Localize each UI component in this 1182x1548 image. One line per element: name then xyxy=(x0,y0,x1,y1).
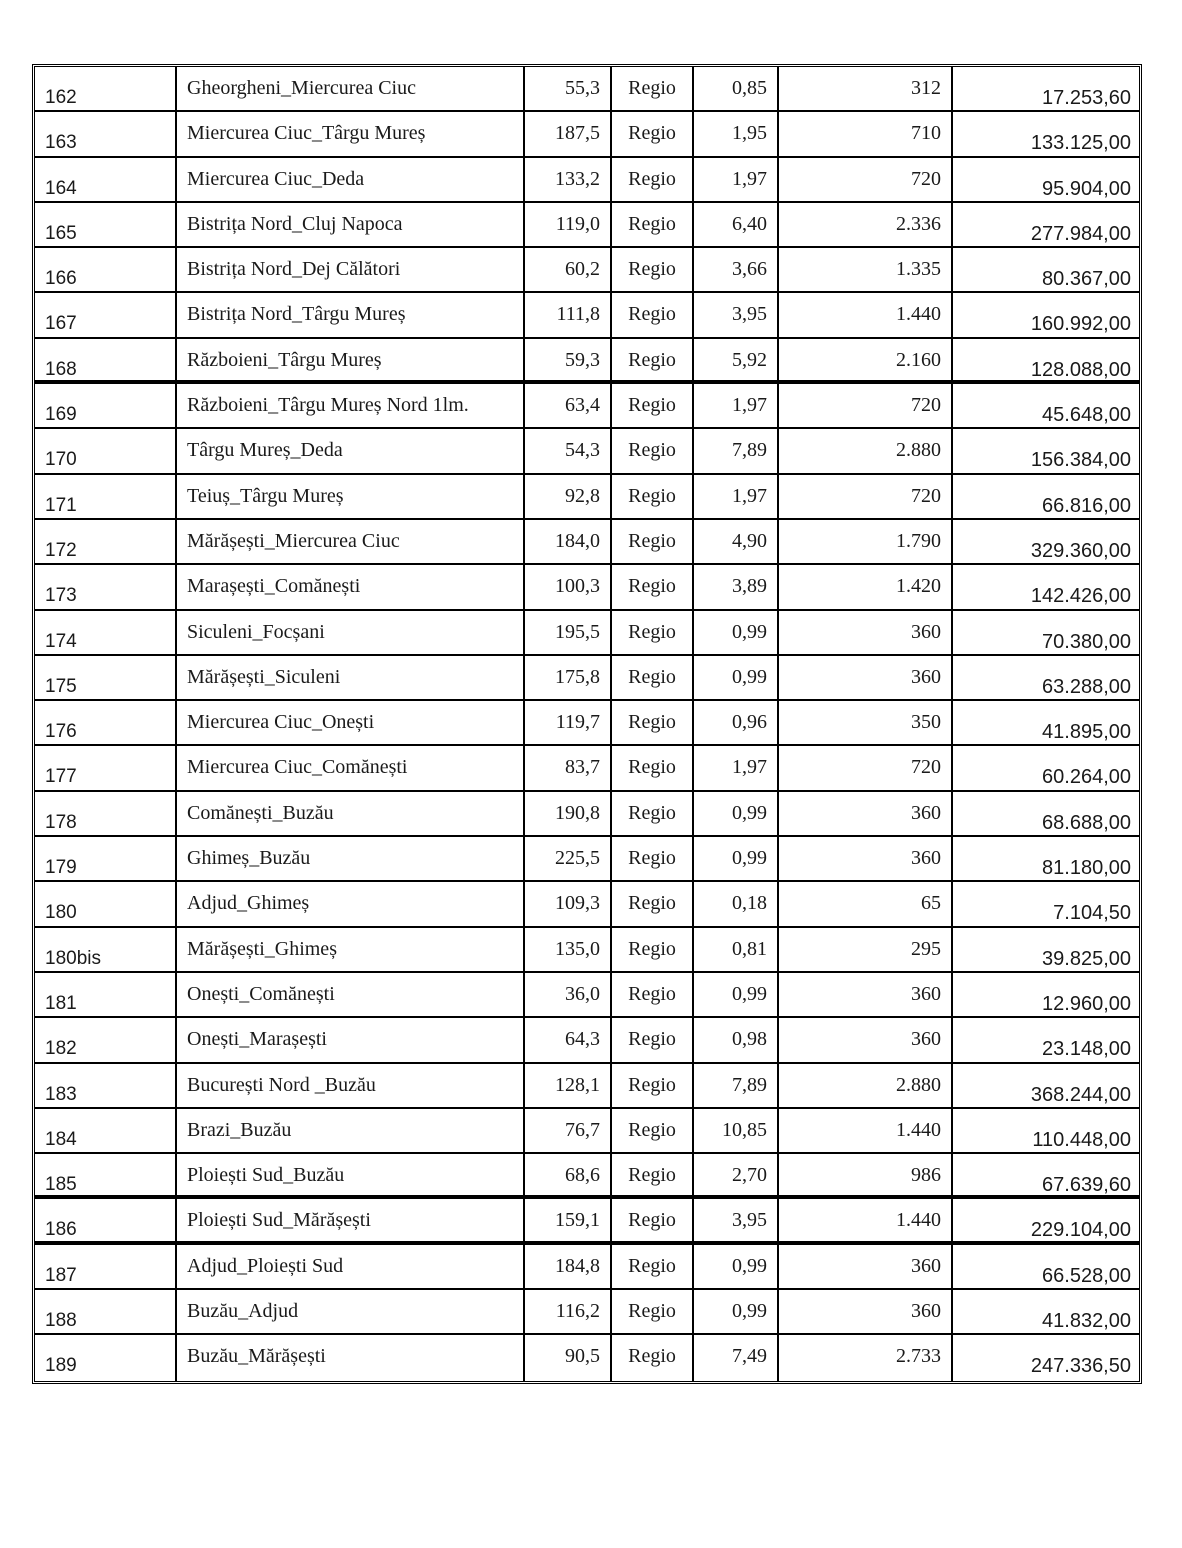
coefficient-cell: 0,18 xyxy=(694,882,779,925)
train-count-cell: 2.880 xyxy=(779,429,953,472)
train-type-cell: Regio xyxy=(612,339,694,380)
row-number-cell: 180 xyxy=(35,882,177,925)
coefficient-cell: 3,66 xyxy=(694,248,779,291)
coefficient-cell: 0,99 xyxy=(694,837,779,880)
row-number-cell: 176 xyxy=(35,701,177,744)
train-type-cell: Regio xyxy=(612,429,694,472)
route-name-cell: Bistrița Nord_Cluj Napoca xyxy=(177,203,525,246)
train-count-cell: 2.733 xyxy=(779,1335,953,1380)
train-type-cell: Regio xyxy=(612,973,694,1016)
train-type-cell: Regio xyxy=(612,248,694,291)
route-name-cell: Marașești_Comănești xyxy=(177,565,525,608)
coefficient-cell: 6,40 xyxy=(694,203,779,246)
distance-km-cell: 111,8 xyxy=(525,293,612,336)
distance-km-cell: 128,1 xyxy=(525,1064,612,1107)
route-name-cell: Buzău_Adjud xyxy=(177,1290,525,1333)
row-number-cell: 175 xyxy=(35,656,177,699)
coefficient-cell: 7,49 xyxy=(694,1335,779,1380)
table-row xyxy=(35,611,1139,656)
row-number-cell: 180bis xyxy=(35,928,177,971)
distance-km-cell: 184,0 xyxy=(525,520,612,563)
coefficient-cell: 3,89 xyxy=(694,565,779,608)
train-count-cell: 360 xyxy=(779,656,953,699)
total-value-cell: 95.904,00 xyxy=(1042,177,1131,200)
train-count-cell: 360 xyxy=(779,1018,953,1061)
row-number-cell: 172 xyxy=(35,520,177,563)
train-count-cell: 1.790 xyxy=(779,520,953,563)
table-row xyxy=(35,928,1139,973)
train-count-cell: 360 xyxy=(779,1290,953,1333)
table-row xyxy=(35,520,1139,565)
total-value-cell: 23.148,00 xyxy=(1042,1038,1131,1061)
distance-km-cell: 133,2 xyxy=(525,158,612,201)
row-number-cell: 179 xyxy=(35,837,177,880)
coefficient-cell: 0,98 xyxy=(694,1018,779,1061)
train-type-cell: Regio xyxy=(612,882,694,925)
route-name-cell: Ploiești Sud_Buzău xyxy=(177,1154,525,1195)
table-row xyxy=(35,973,1139,1018)
table-row xyxy=(35,837,1139,882)
table-row xyxy=(35,475,1139,520)
train-count-cell: 360 xyxy=(779,837,953,880)
table-row xyxy=(35,203,1139,248)
row-number-cell: 183 xyxy=(35,1064,177,1107)
train-count-cell: 986 xyxy=(779,1154,953,1195)
total-value-cell: 133.125,00 xyxy=(1030,132,1131,155)
total-value-cell: 80.367,00 xyxy=(1042,268,1131,291)
total-value-cell: 329.360,00 xyxy=(1030,539,1131,562)
total-value-cell: 68.688,00 xyxy=(1042,811,1131,834)
row-number-cell: 187 xyxy=(35,1245,177,1288)
train-type-cell: Regio xyxy=(612,928,694,971)
table-row xyxy=(35,1290,1139,1335)
coefficient-cell: 2,70 xyxy=(694,1154,779,1195)
train-count-cell: 1.440 xyxy=(779,1199,953,1240)
total-value-cell: 41.832,00 xyxy=(1042,1310,1131,1333)
coefficient-cell: 0,99 xyxy=(694,1290,779,1333)
total-value-cell: 229.104,00 xyxy=(1030,1219,1131,1241)
coefficient-cell: 1,97 xyxy=(694,475,779,518)
total-value-cell: 39.825,00 xyxy=(1042,947,1131,970)
row-number-cell: 170 xyxy=(35,429,177,472)
route-name-cell: Adjud_Ghimeș xyxy=(177,882,525,925)
table-row xyxy=(35,882,1139,927)
coefficient-cell: 3,95 xyxy=(694,1199,779,1240)
total-value-cell: 156.384,00 xyxy=(1030,449,1131,472)
route-name-cell: Ghimeș_Buzău xyxy=(177,837,525,880)
distance-km-cell: 92,8 xyxy=(525,475,612,518)
route-name-cell: Miercurea Ciuc_Onești xyxy=(177,701,525,744)
row-number-cell: 167 xyxy=(35,293,177,336)
total-value-cell: 67.639,60 xyxy=(1042,1174,1131,1196)
row-number-cell: 181 xyxy=(35,973,177,1016)
distance-km-cell: 109,3 xyxy=(525,882,612,925)
train-type-cell: Regio xyxy=(612,112,694,155)
train-type-cell: Regio xyxy=(612,384,694,427)
total-value-cell: 277.984,00 xyxy=(1030,222,1131,245)
table-row xyxy=(35,67,1139,112)
distance-km-cell: 83,7 xyxy=(525,746,612,789)
distance-km-cell: 59,3 xyxy=(525,339,612,380)
row-number-cell: 173 xyxy=(35,565,177,608)
route-name-cell: Războieni_Târgu Mureș xyxy=(177,339,525,380)
row-number-cell: 166 xyxy=(35,248,177,291)
distance-km-cell: 190,8 xyxy=(525,792,612,835)
total-value-cell: 247.336,50 xyxy=(1030,1355,1131,1378)
train-type-cell: Regio xyxy=(612,1335,694,1380)
train-count-cell: 312 xyxy=(779,67,953,110)
row-number-cell: 164 xyxy=(35,158,177,201)
table-row xyxy=(35,112,1139,157)
table-row xyxy=(35,746,1139,791)
table-row xyxy=(35,339,1139,384)
coefficient-cell: 0,99 xyxy=(694,1245,779,1288)
train-type-cell: Regio xyxy=(612,1199,694,1240)
route-name-cell: Adjud_Ploiești Sud xyxy=(177,1245,525,1288)
train-type-cell: Regio xyxy=(612,520,694,563)
total-value-cell: 160.992,00 xyxy=(1030,313,1131,336)
routes-table xyxy=(32,64,1142,1384)
route-name-cell: Teiuș_Târgu Mureș xyxy=(177,475,525,518)
route-name-cell: Onești_Comănești xyxy=(177,973,525,1016)
table-row xyxy=(35,248,1139,293)
coefficient-cell: 10,85 xyxy=(694,1109,779,1152)
train-count-cell: 295 xyxy=(779,928,953,971)
distance-km-cell: 175,8 xyxy=(525,656,612,699)
row-number-cell: 182 xyxy=(35,1018,177,1061)
row-number-cell: 188 xyxy=(35,1290,177,1333)
train-type-cell: Regio xyxy=(612,1064,694,1107)
train-type-cell: Regio xyxy=(612,1109,694,1152)
table-row xyxy=(35,565,1139,610)
train-type-cell: Regio xyxy=(612,792,694,835)
total-value-cell: 110.448,00 xyxy=(1032,1128,1131,1151)
total-value-cell: 60.264,00 xyxy=(1042,766,1131,789)
coefficient-cell: 0,99 xyxy=(694,973,779,1016)
total-value-cell: 81.180,00 xyxy=(1042,857,1131,880)
table-row xyxy=(35,1109,1139,1154)
train-type-cell: Regio xyxy=(612,293,694,336)
coefficient-cell: 0,99 xyxy=(694,792,779,835)
coefficient-cell: 7,89 xyxy=(694,429,779,472)
distance-km-cell: 135,0 xyxy=(525,928,612,971)
total-value-cell: 368.244,00 xyxy=(1030,1083,1131,1106)
distance-km-cell: 90,5 xyxy=(525,1335,612,1380)
total-value-cell: 66.816,00 xyxy=(1042,494,1131,517)
route-name-cell: Ploiești Sud_Mărășești xyxy=(177,1199,525,1240)
coefficient-cell: 7,89 xyxy=(694,1064,779,1107)
distance-km-cell: 60,2 xyxy=(525,248,612,291)
row-number-cell: 162 xyxy=(35,67,177,110)
route-name-cell: Mărășești_Siculeni xyxy=(177,656,525,699)
route-name-cell: Mărășești_Miercurea Ciuc xyxy=(177,520,525,563)
row-number-cell: 189 xyxy=(35,1335,177,1380)
total-value-cell: 142.426,00 xyxy=(1030,585,1131,608)
train-count-cell: 360 xyxy=(779,611,953,654)
distance-km-cell: 119,0 xyxy=(525,203,612,246)
coefficient-cell: 1,97 xyxy=(694,158,779,201)
distance-km-cell: 195,5 xyxy=(525,611,612,654)
train-count-cell: 720 xyxy=(779,158,953,201)
train-type-cell: Regio xyxy=(612,565,694,608)
route-name-cell: Siculeni_Focșani xyxy=(177,611,525,654)
coefficient-cell: 4,90 xyxy=(694,520,779,563)
train-type-cell: Regio xyxy=(612,203,694,246)
train-count-cell: 1.335 xyxy=(779,248,953,291)
coefficient-cell: 3,95 xyxy=(694,293,779,336)
route-name-cell: Onești_Marașești xyxy=(177,1018,525,1061)
coefficient-cell: 1,97 xyxy=(694,384,779,427)
train-type-cell: Regio xyxy=(612,67,694,110)
train-count-cell: 360 xyxy=(779,792,953,835)
total-value-cell: 41.895,00 xyxy=(1042,721,1131,744)
route-name-cell: Războieni_Târgu Mureș Nord 1lm. xyxy=(177,384,525,427)
distance-km-cell: 68,6 xyxy=(525,1154,612,1195)
coefficient-cell: 5,92 xyxy=(694,339,779,380)
distance-km-cell: 225,5 xyxy=(525,837,612,880)
train-type-cell: Regio xyxy=(612,656,694,699)
train-type-cell: Regio xyxy=(612,701,694,744)
row-number-cell: 171 xyxy=(35,475,177,518)
train-count-cell: 2.880 xyxy=(779,1064,953,1107)
distance-km-cell: 55,3 xyxy=(525,67,612,110)
distance-km-cell: 184,8 xyxy=(525,1245,612,1288)
coefficient-cell: 0,99 xyxy=(694,611,779,654)
train-count-cell: 1.420 xyxy=(779,565,953,608)
row-number-cell: 177 xyxy=(35,746,177,789)
route-name-cell: București Nord _Buzău xyxy=(177,1064,525,1107)
train-type-cell: Regio xyxy=(612,1245,694,1288)
table-row xyxy=(35,701,1139,746)
coefficient-cell: 0,81 xyxy=(694,928,779,971)
distance-km-cell: 100,3 xyxy=(525,565,612,608)
route-name-cell: Brazi_Buzău xyxy=(177,1109,525,1152)
coefficient-cell: 0,99 xyxy=(694,656,779,699)
train-count-cell: 360 xyxy=(779,1245,953,1288)
route-name-cell: Miercurea Ciuc_Târgu Mureș xyxy=(177,112,525,155)
table-row xyxy=(35,656,1139,701)
distance-km-cell: 119,7 xyxy=(525,701,612,744)
total-value-cell: 7.104,50 xyxy=(1053,902,1131,925)
train-type-cell: Regio xyxy=(612,1018,694,1061)
train-count-cell: 720 xyxy=(779,384,953,427)
train-type-cell: Regio xyxy=(612,1154,694,1195)
route-name-cell: Buzău_Mărășești xyxy=(177,1335,525,1380)
total-value-cell: 70.380,00 xyxy=(1042,630,1131,653)
distance-km-cell: 54,3 xyxy=(525,429,612,472)
train-count-cell: 720 xyxy=(779,746,953,789)
route-name-cell: Bistrița Nord_Târgu Mureș xyxy=(177,293,525,336)
train-type-cell: Regio xyxy=(612,611,694,654)
coefficient-cell: 0,85 xyxy=(694,67,779,110)
table-row xyxy=(35,384,1139,429)
table-row xyxy=(35,158,1139,203)
route-name-cell: Miercurea Ciuc_Comănești xyxy=(177,746,525,789)
train-count-cell: 720 xyxy=(779,475,953,518)
table-row xyxy=(35,293,1139,338)
route-name-cell: Târgu Mureș_Deda xyxy=(177,429,525,472)
route-name-cell: Mărășești_Ghimeș xyxy=(177,928,525,971)
total-value-cell: 12.960,00 xyxy=(1042,992,1131,1015)
train-type-cell: Regio xyxy=(612,475,694,518)
route-name-cell: Miercurea Ciuc_Deda xyxy=(177,158,525,201)
distance-km-cell: 116,2 xyxy=(525,1290,612,1333)
total-value-cell: 128.088,00 xyxy=(1030,358,1131,381)
train-count-cell: 1.440 xyxy=(779,1109,953,1152)
row-number-cell: 165 xyxy=(35,203,177,246)
row-number-cell: 178 xyxy=(35,792,177,835)
distance-km-cell: 187,5 xyxy=(525,112,612,155)
route-name-cell: Gheorgheni_Miercurea Ciuc xyxy=(177,67,525,110)
table-row xyxy=(35,792,1139,837)
distance-km-cell: 64,3 xyxy=(525,1018,612,1061)
coefficient-cell: 1,95 xyxy=(694,112,779,155)
row-number-cell: 174 xyxy=(35,611,177,654)
train-count-cell: 2.160 xyxy=(779,339,953,380)
train-type-cell: Regio xyxy=(612,158,694,201)
table-row xyxy=(35,1335,1139,1380)
total-value-cell: 45.648,00 xyxy=(1042,404,1131,427)
train-count-cell: 2.336 xyxy=(779,203,953,246)
table-row xyxy=(35,429,1139,474)
route-name-cell: Bistrița Nord_Dej Călători xyxy=(177,248,525,291)
total-value-cell: 63.288,00 xyxy=(1042,675,1131,698)
distance-km-cell: 159,1 xyxy=(525,1199,612,1240)
table-row xyxy=(35,1245,1139,1290)
train-count-cell: 360 xyxy=(779,973,953,1016)
row-number-cell: 163 xyxy=(35,112,177,155)
distance-km-cell: 36,0 xyxy=(525,973,612,1016)
train-type-cell: Regio xyxy=(612,746,694,789)
table-row xyxy=(35,1064,1139,1109)
table-row xyxy=(35,1018,1139,1063)
coefficient-cell: 1,97 xyxy=(694,746,779,789)
coefficient-cell: 0,96 xyxy=(694,701,779,744)
row-number-cell: 185 xyxy=(35,1154,177,1195)
distance-km-cell: 63,4 xyxy=(525,384,612,427)
row-number-cell: 184 xyxy=(35,1109,177,1152)
train-count-cell: 710 xyxy=(779,112,953,155)
train-type-cell: Regio xyxy=(612,837,694,880)
train-type-cell: Regio xyxy=(612,1290,694,1333)
table-row xyxy=(35,1199,1139,1244)
row-number-cell: 186 xyxy=(35,1199,177,1240)
row-number-cell: 169 xyxy=(35,384,177,427)
total-value-cell: 17.253,60 xyxy=(1042,87,1131,109)
train-count-cell: 1.440 xyxy=(779,293,953,336)
route-name-cell: Comănești_Buzău xyxy=(177,792,525,835)
train-count-cell: 65 xyxy=(779,882,953,925)
train-count-cell: 350 xyxy=(779,701,953,744)
distance-km-cell: 76,7 xyxy=(525,1109,612,1152)
row-number-cell: 168 xyxy=(35,339,177,380)
total-value-cell: 66.528,00 xyxy=(1042,1264,1131,1287)
table-row xyxy=(35,1154,1139,1199)
